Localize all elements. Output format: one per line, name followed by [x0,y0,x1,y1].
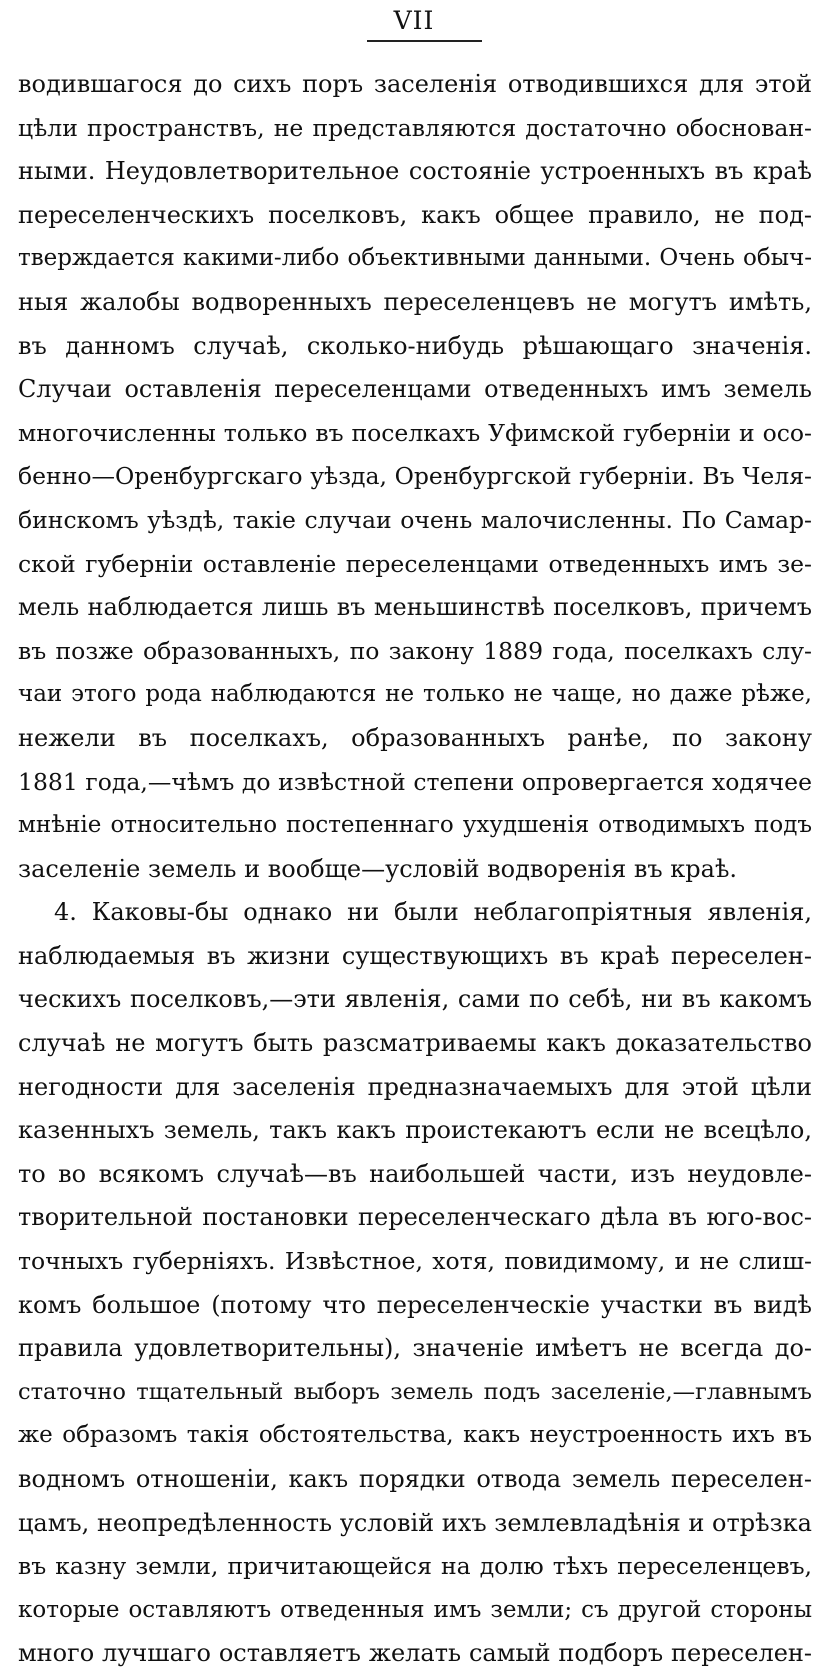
text-line: которые оставляютъ отведенныя имъ земли; съ другой стороны [18,1596,812,1623]
text-line: случаѣ не могутъ быть разсматриваемы какъ доказательство [18,1029,812,1058]
text-line: творительной постановки переселенческаго дѣла въ юго-вос- [18,1203,812,1232]
text-line: бинскомъ уѣздѣ, такіе случаи очень малочисленны. По Самар- [18,505,812,534]
text-line: много лучшаго оставляетъ желать самый подборъ переселен- [18,1639,812,1668]
text-line: комъ большое (потому что переселенческіе участки въ видѣ [18,1290,812,1319]
text-line: въ позже образованныхъ, по закону 1889 года, поселкахъ слу- [18,636,812,665]
text-line: наблюдаемыя въ жизни существующихъ въ краѣ переселен- [18,941,812,970]
header-rule [367,40,482,42]
text-line: переселенческихъ поселковъ, какъ общее правило, не под- [18,200,812,229]
paragraph-end-line: заселеніе земель и вообще—условій водворенія въ краѣ. [18,854,738,883]
text-line: водномъ отношеніи, какъ порядки отвода земель переселен- [18,1465,812,1493]
text-line: казенныхъ земель, такъ какъ проистекаютъ если не всецѣло, [18,1116,812,1145]
text-line: ческихъ поселковъ,—эти явленія, сами по себѣ, ни въ какомъ [18,985,812,1014]
text-line: точныхъ губерніяхъ. Извѣстное, хотя, повидимому, и не слиш- [18,1247,812,1276]
text-line: ской губерніи оставленіе переселенцами отведенныхъ имъ зе- [18,549,812,578]
paragraph-start-line: 4. Каковы-бы однако ни были неблагопріятныя явленія, [54,898,812,927]
text-line: мнѣніе относительно постепеннаго ухудшенія отводимыхъ подъ [18,812,812,839]
text-line: цамъ, неопредѣленность условій ихъ землевладѣнія и отрѣзка [18,1508,812,1537]
text-line: статочно тщательный выборъ земель подъ заселеніе,—главнымъ [18,1378,812,1405]
text-line: бенно—Оренбургскаго уѣзда, Оренбургской губерніи. Въ Челя- [18,462,812,491]
text-line: нежели въ поселкахъ, образованныхъ ранѣе, по закону [18,723,812,752]
text-line: чаи этого рода наблюдаются не только не чаще, но даже рѣже, [18,681,812,708]
text-line: ными. Неудовлетворительное состояніе устроенныхъ въ краѣ [18,157,812,186]
text-line: тверждается какими-либо объективными данными. Очень обыч- [18,245,812,272]
text-line: Случаи оставленія переселенцами отведенныхъ имъ земель [18,375,812,404]
text-line: правила удовлетворительны), значеніе имѣетъ не всегда до- [18,1334,812,1363]
text-line: негодности для заселенія предназначаемыхъ для этой цѣли [18,1072,812,1101]
text-line: цѣли пространствъ, не представляются достаточно обоснован- [18,113,812,142]
text-line: то во всякомъ случаѣ—въ наибольшей части, изъ неудовле- [18,1159,812,1188]
text-line: въ казну земли, причитающейся на долю тѣхъ переселенцевъ, [18,1552,812,1581]
text-line: 1881 года,—чѣмъ до извѣстной степени опровергается ходячее [18,767,812,796]
text-line: многочисленны только въ поселкахъ Уфимской губерніи и осо- [18,418,812,447]
text-line: ныя жалобы водворенныхъ переселенцевъ не могутъ имѣть, [18,287,812,316]
text-line: же образомъ такія обстоятельства, какъ неустроенность ихъ въ [18,1422,812,1449]
text-line: въ данномъ случаѣ, сколько-нибудь рѣшающаго значенія. [18,331,812,360]
body-text [18,63,812,1676]
text-line: мель наблюдается лишь въ меньшинствѣ поселковъ, причемъ [18,593,812,622]
page-number: VII [393,6,435,35]
text-line: водившагося до сихъ поръ заселенія отводившихся для этой [18,70,812,98]
